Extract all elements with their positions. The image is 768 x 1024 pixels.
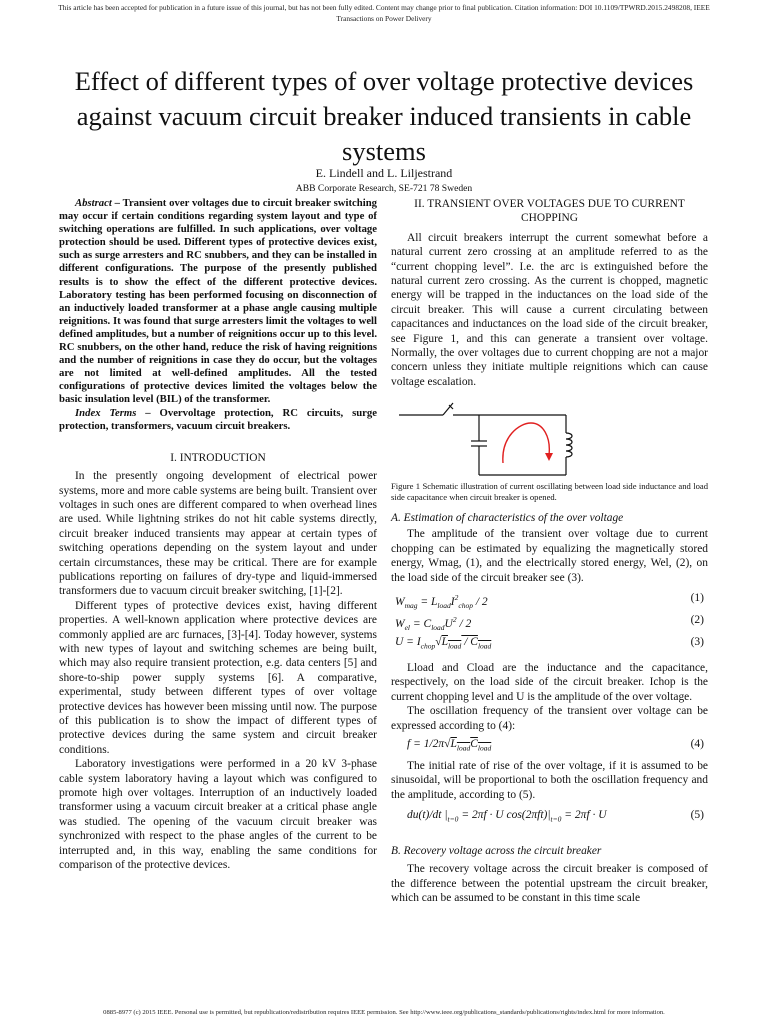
affiliation: ABB Corporate Research, SE-721 78 Sweden [295,183,473,194]
inductor-coil [566,433,572,457]
right-column [391,197,708,905]
abstract-text: Transient over voltages due to circuit breaker switching may occur if certain conditions regarding system layout and type of switching operations are fulfilled. In such applications, over voltage protection should be used. Different types of protective devices exist, such as surge arresters and RC snubbers, and they can be installed in different configurations. The purpose of the presently published results is to show the effect of the different protective devices. Laboratory testing has been performed focusing on disconnection of an inductively loaded transformer at a phase angle causing multiple reignitions. It was found that surge arresters limit the voltages to well defined amplitudes, but a number of reignitions occur up to this level. RC snubbers, on the other hand, reduce the risk of having reignitions and the number of reignitions in case they do occur, but the voltages are not limited at well-defined amplitudes. All the tested configurations of protective devices limited the voltages below the basic insulation level (BIL) of the transformer. [59,197,377,406]
equation-1: $W_{mag} = L_{load}I^2_{chop} / 2$ (1) [395,591,704,611]
equation-2-number: (2) [690,613,704,626]
abstract [59,197,377,433]
intro-paragraph-2: Different types of protective devices exist, having different properties. A well-known application where protective devices are commonly applied are arc furnaces, [3]-[4]. Today however, systems with new types of layout and switching schemes are being built, which may also require transient protection, e.g. data centers [5] and shore-to-ship power supply systems [6]. A comparative, experimental, study between different types of over voltage protective devices has however been missing until now. The purpose of this publication is to show the impact of different types of protective devices during the same system and circuit breaker conditions. [59,599,377,756]
intro-paragraph-1: In the presently ongoing development of electrical power systems, more and more cable systems are being built. Transient over voltages in such ones are different compared to when overhead lines are used. While lightning strikes do not hit cable systems directly, circuit breaker induced transients may appear at certain types of switching operations depending on the system layout and under certain circumstances, these may be critical. There are for example publications reporting on failures of dry-type and liquid-immersed transformers due to vacuum circuit breaker switching, [1]-[2]. [59,470,377,598]
notice-line-1: This article has been accepted for publication in a future issue of this journal, but has not been fully edited. Content may change prior to final publication. Citation information: DOI 10.1109/TPWRD.2015.2498208, IEEE [58,3,710,12]
subsection-b-heading: B. Recovery voltage across the circuit breaker [391,845,602,858]
journal-notice [20,2,748,24]
abstract-dash: – [111,197,123,209]
subsection-a-paragraph-3: The oscillation frequency of the transient over voltage can be expressed according to (4): [391,705,708,732]
equation-5-number: (5) [690,809,704,822]
equation-3: $U = I_{chop}√L_{load} / C_{load}$ (3) [395,635,704,651]
authors: E. Lindell and L. Liljestrand [315,166,453,180]
figure-caption: Figure 1 Schematic illustration of current oscillating between load side inductance and load side capacitance when circuit breaker is opened. [391,481,708,503]
breaker-contact [443,403,453,415]
intro-heading: I. INTRODUCTION [170,451,266,464]
subsection-a-heading: A. Estimation of characteristics of the over voltage [391,512,624,525]
equation-4: $f = 1/2\pi√L_{load}C_{load}$ (4) [407,737,704,753]
copyright-footer: 0885-8977 (c) 2015 IEEE. Personal use is permitted, but republication/redistribution requires IEEE permission. See http://www.ieee.org/publications_standards/publications/rights/index.html for more information. [103,1009,665,1016]
index-terms-label: Index Terms [75,406,137,419]
paper-title: Effect of different types of over voltage protective devices against vacuum circuit breaker induced transients in cable systems [74,66,694,166]
equation-5: du(t)/dt $|_{t=0} = 2\pi f \cdot U$ $\cos(2\pi ft)|_{t=0} = 2\pi f \cdot U$ (5) [407,809,704,824]
equation-1-number: (1) [690,591,704,604]
equation-3-number: (3) [690,635,704,648]
subsection-a-paragraph-1: The amplitude of the transient over voltage due to current chopping can be estimated by equalizing the magnetically stored energy, Wmag, (1), and the electrically stored energy, Wel, (2), on the load side of the circuit breaker see (3). [391,528,708,584]
index-terms-dash: – [136,406,160,419]
current-arrow [503,423,549,463]
subsection-b-paragraph-1: The recovery voltage across the circuit breaker is composed of the difference between the potential upstream the circuit breaker, which can be assumed to be constant in this time scale [391,863,708,904]
left-column [59,197,377,872]
subsection-a-paragraph-4: The initial rate of rise of the over voltage, if it is assumed to be sinusoidal, will be proportional to both the oscillation frequency and the amplitude, according to (5). [391,759,708,801]
figure-1 [391,397,708,481]
intro-paragraph-3: Laboratory investigations were performed in a 20 kV 3-phase cable system laboratory having a layout which was configured to promote high over voltages. Interruption of an inductively loaded transformer using a vacuum circuit breaker at a critical phase angle was studied. The opening of the vacuum circuit breaker was synchronized with respect to the phase angles of the current to be interrupted and, in this way, enabling the same conditions for comparison of the protective devices. [59,758,377,872]
section2-paragraph-1: All circuit breakers interrupt the current somewhat before a natural current zero crossing at an amplitude referred to as the “current chopping level”. I.e. the arc is extinguished before the natural current zero crossing. As the current is chopped, magnetic energy will be trapped in the inductances on the load side of the circuit breaker. This will cause a current circulating between capacitances and inductances on the load side of the circuit breaker, see Figure 1, and this can generate a transient over voltage. Normally, the over voltages due to current chopping are not a major concern unless they initiate multiple reignitions which can cause voltage escalation. [391,231,708,388]
subsection-a-paragraph-2: Lload and Cload are the inductance and the capacitance, respectively, on the load side of the circuit breaker. Ichop is the current chopping level and U is the amplitude of the over voltage. [391,661,708,703]
equation-2: $W_{el} = C_{load}U^2 / 2$ (2) [395,613,704,633]
index-terms-text: Overvoltage protection, RC circuits, surge protection, transformers, vacuum circuit breakers. [59,406,377,432]
notice-line-2: Transactions on Power Delivery [336,14,432,23]
abstract-label: Abstract [75,197,112,209]
equation-4-number: (4) [690,737,704,750]
circuit-schematic [391,397,708,481]
current-arrow-head [545,453,553,461]
section2-heading: II. TRANSIENT OVER VOLTAGES DUE TO CURRENT CHOPPING [414,198,685,225]
